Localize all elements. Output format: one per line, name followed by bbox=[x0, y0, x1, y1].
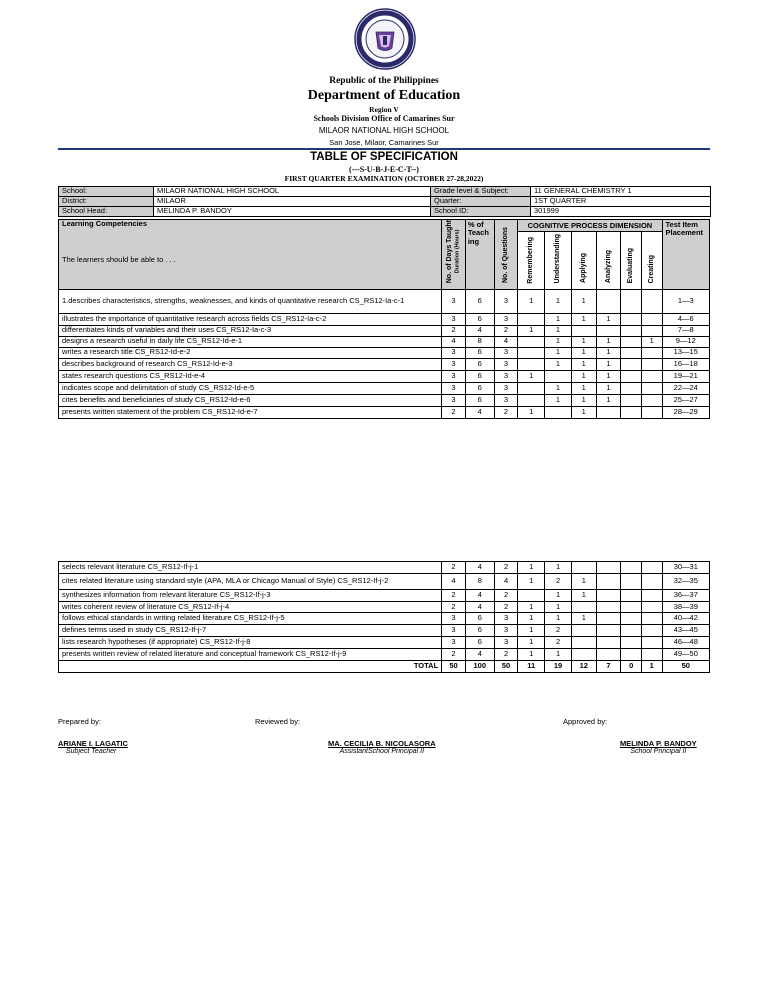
value-cell bbox=[641, 313, 662, 325]
value-cell: 1 bbox=[571, 613, 596, 625]
value-cell bbox=[641, 602, 662, 613]
placement-cell: 22—24 bbox=[662, 382, 709, 394]
value-cell: 3 bbox=[494, 394, 518, 406]
value-cell: 6 bbox=[465, 313, 494, 325]
competency-cell: defines terms used in study CS_RS12-If-j-7 bbox=[59, 625, 442, 637]
value-cell: 2 bbox=[494, 562, 518, 574]
value-cell: 1 bbox=[596, 394, 621, 406]
document-title: TABLE OF SPECIFICATION bbox=[310, 151, 458, 163]
remembering-header: Remembering bbox=[518, 232, 545, 289]
placement-cell: 46—48 bbox=[662, 637, 709, 649]
value-cell bbox=[571, 325, 596, 336]
total-row bbox=[59, 661, 710, 673]
school-info-table bbox=[58, 186, 711, 217]
value-cell: 2 bbox=[494, 602, 518, 613]
value-cell: 1 bbox=[596, 370, 621, 382]
approved-by-signature bbox=[620, 739, 697, 755]
value-cell bbox=[596, 590, 621, 602]
value-cell bbox=[518, 382, 545, 394]
value-cell: 1 bbox=[571, 382, 596, 394]
competency-cell: lists research hypotheses (if appropriate) CS_RS12-If-j-8 bbox=[59, 637, 442, 649]
value-cell: 8 bbox=[465, 574, 494, 590]
value-cell bbox=[621, 370, 642, 382]
value-cell bbox=[621, 406, 642, 418]
info-label: Quarter: bbox=[431, 197, 531, 207]
value-cell bbox=[641, 347, 662, 358]
value-cell bbox=[621, 336, 642, 347]
competency-row bbox=[59, 406, 710, 418]
value-cell bbox=[596, 602, 621, 613]
deped-seal-logo bbox=[354, 8, 416, 70]
competency-row bbox=[59, 625, 710, 637]
value-cell bbox=[571, 625, 596, 637]
region-line: Region V bbox=[369, 105, 399, 114]
value-cell bbox=[641, 590, 662, 602]
exam-line: FIRST QUARTER EXAMINATION (OCTOBER 27-28,2022) bbox=[284, 174, 484, 183]
competency-row bbox=[59, 649, 710, 661]
competency-row bbox=[59, 370, 710, 382]
value-cell: 6 bbox=[465, 370, 494, 382]
competency-cell: indicates scope and delimitation of study CS_RS12-Id-e-5 bbox=[59, 382, 442, 394]
value-cell: 6 bbox=[465, 625, 494, 637]
competencies-header: Learning Competencies bbox=[59, 220, 442, 232]
school-name: MILAOR NATIONAL HIGH SCHOOL bbox=[318, 126, 450, 135]
info-label: School Head: bbox=[59, 207, 154, 217]
applying-header: Applying bbox=[571, 232, 596, 289]
value-cell: 3 bbox=[494, 358, 518, 370]
value-cell bbox=[641, 562, 662, 574]
value-cell: 6 bbox=[465, 394, 494, 406]
value-cell bbox=[596, 625, 621, 637]
value-cell bbox=[641, 325, 662, 336]
value-cell: 1 bbox=[571, 370, 596, 382]
value-cell: 1 bbox=[545, 394, 572, 406]
value-cell: 4 bbox=[442, 574, 466, 590]
value-cell: 3 bbox=[494, 347, 518, 358]
department-title: Department of Education bbox=[307, 88, 461, 103]
placement-cell: 32—35 bbox=[662, 574, 709, 590]
value-cell bbox=[571, 562, 596, 574]
info-value: MILAOR NATIONAL HIGH SCHOOL bbox=[154, 187, 431, 197]
value-cell: 3 bbox=[494, 370, 518, 382]
value-cell: 1 bbox=[596, 347, 621, 358]
prepared-by-signature bbox=[58, 739, 128, 755]
placement-cell: 1—3 bbox=[662, 289, 709, 313]
value-cell: 1 bbox=[596, 358, 621, 370]
competency-row bbox=[59, 382, 710, 394]
value-cell: 1 bbox=[571, 574, 596, 590]
total-cell: 0 bbox=[621, 661, 642, 673]
value-cell: 1 bbox=[545, 649, 572, 661]
creating-header: Creating bbox=[641, 232, 662, 289]
value-cell: 2 bbox=[545, 574, 572, 590]
placement-cell: 28—29 bbox=[662, 406, 709, 418]
value-cell bbox=[621, 590, 642, 602]
value-cell: 3 bbox=[442, 313, 466, 325]
value-cell bbox=[641, 574, 662, 590]
placement-cell: 36—37 bbox=[662, 590, 709, 602]
total-cell: 100 bbox=[465, 661, 494, 673]
value-cell: 1 bbox=[545, 289, 572, 313]
placement-cell: 49—50 bbox=[662, 649, 709, 661]
signatory-name: ARIANE I. LAGATIC bbox=[58, 739, 128, 748]
placement-cell: 25—27 bbox=[662, 394, 709, 406]
value-cell: 3 bbox=[494, 382, 518, 394]
value-cell: 3 bbox=[442, 347, 466, 358]
value-cell: 1 bbox=[518, 562, 545, 574]
value-cell: 1 bbox=[545, 313, 572, 325]
competency-cell: 1.describes characteristics, strengths, weaknesses, and kinds of quantitative research CS_RS12-Ia-c-1 bbox=[59, 289, 442, 313]
info-label: Grade level & Subject: bbox=[431, 187, 531, 197]
value-cell bbox=[596, 637, 621, 649]
placement-cell: 13—15 bbox=[662, 347, 709, 358]
competency-cell: writes a research title CS_RS12-Id-e-2 bbox=[59, 347, 442, 358]
value-cell bbox=[641, 649, 662, 661]
value-cell: 4 bbox=[465, 325, 494, 336]
value-cell bbox=[545, 370, 572, 382]
value-cell: 2 bbox=[442, 562, 466, 574]
value-cell: 3 bbox=[442, 289, 466, 313]
value-cell bbox=[621, 347, 642, 358]
value-cell bbox=[518, 347, 545, 358]
info-value: MILAOR bbox=[154, 197, 431, 207]
value-cell: 1 bbox=[518, 289, 545, 313]
value-cell: 4 bbox=[465, 602, 494, 613]
value-cell bbox=[641, 289, 662, 313]
reviewed-by-label: Reviewed by: bbox=[255, 717, 301, 726]
reviewed-by-signature bbox=[328, 739, 436, 755]
signatory-name: MELINDA P. BANDOY bbox=[620, 739, 697, 748]
value-cell: 1 bbox=[545, 613, 572, 625]
percent-header: % of Teach ing bbox=[465, 220, 494, 290]
competency-cell: states research questions CS_RS12-Id-e-4 bbox=[59, 370, 442, 382]
value-cell bbox=[621, 325, 642, 336]
info-value: MELINDA P. BANDOY bbox=[154, 207, 431, 217]
value-cell bbox=[571, 602, 596, 613]
value-cell: 2 bbox=[494, 325, 518, 336]
value-cell: 1 bbox=[545, 590, 572, 602]
value-cell: 1 bbox=[545, 347, 572, 358]
competency-cell: presents written review of related literature and conceptual framework CS_RS12-If-j-9 bbox=[59, 649, 442, 661]
competency-row bbox=[59, 590, 710, 602]
cognitive-dimension-header: COGNITIVE PROCESS DIMENSION bbox=[518, 220, 662, 232]
value-cell: 4 bbox=[442, 336, 466, 347]
total-cell: 7 bbox=[596, 661, 621, 673]
value-cell: 8 bbox=[465, 336, 494, 347]
understanding-header: Understanding bbox=[545, 232, 572, 289]
value-cell: 1 bbox=[545, 336, 572, 347]
value-cell bbox=[621, 313, 642, 325]
value-cell: 3 bbox=[494, 313, 518, 325]
value-cell: 1 bbox=[518, 613, 545, 625]
value-cell: 1 bbox=[518, 602, 545, 613]
competency-row bbox=[59, 313, 710, 325]
value-cell: 2 bbox=[442, 590, 466, 602]
value-cell bbox=[596, 289, 621, 313]
value-cell: 2 bbox=[545, 625, 572, 637]
value-cell: 2 bbox=[494, 649, 518, 661]
value-cell: 6 bbox=[465, 613, 494, 625]
value-cell: 2 bbox=[442, 406, 466, 418]
value-cell bbox=[641, 382, 662, 394]
value-cell: 2 bbox=[494, 406, 518, 418]
info-label: District: bbox=[59, 197, 154, 207]
signatory-title: School Principal II bbox=[630, 748, 687, 755]
competency-cell: differentiates kinds of variables and their uses CS_RS12-Ia-c-3 bbox=[59, 325, 442, 336]
value-cell: 6 bbox=[465, 347, 494, 358]
competency-row bbox=[59, 325, 710, 336]
value-cell bbox=[641, 613, 662, 625]
value-cell: 1 bbox=[545, 602, 572, 613]
placement-cell: 43—45 bbox=[662, 625, 709, 637]
value-cell: 1 bbox=[518, 325, 545, 336]
value-cell: 2 bbox=[442, 325, 466, 336]
signatory-title: AssistantSchool Principal II bbox=[339, 748, 425, 755]
value-cell bbox=[641, 394, 662, 406]
competency-row bbox=[59, 637, 710, 649]
placement-cell: 16—18 bbox=[662, 358, 709, 370]
competency-row bbox=[59, 602, 710, 613]
competency-row bbox=[59, 347, 710, 358]
value-cell bbox=[621, 382, 642, 394]
value-cell: 4 bbox=[465, 649, 494, 661]
competency-row bbox=[59, 394, 710, 406]
republic-line: Republic of the Philippines bbox=[329, 76, 439, 86]
competency-cell: synthesizes information from relevant literature CS_RS12-If-j-3 bbox=[59, 590, 442, 602]
competency-row bbox=[59, 562, 710, 574]
value-cell: 1 bbox=[571, 590, 596, 602]
value-cell bbox=[571, 637, 596, 649]
value-cell: 1 bbox=[518, 637, 545, 649]
value-cell: 1 bbox=[641, 336, 662, 347]
value-cell: 1 bbox=[571, 358, 596, 370]
approved-by-label: Approved by: bbox=[563, 717, 608, 726]
signatory-title: Subject Teacher bbox=[66, 748, 117, 755]
header-divider bbox=[58, 148, 710, 150]
value-cell bbox=[621, 625, 642, 637]
value-cell bbox=[518, 394, 545, 406]
competency-row bbox=[59, 574, 710, 590]
competency-row bbox=[59, 613, 710, 625]
analyzing-header: Analyzing bbox=[596, 232, 621, 289]
competency-row bbox=[59, 358, 710, 370]
value-cell: 1 bbox=[596, 313, 621, 325]
value-cell: 3 bbox=[442, 358, 466, 370]
total-cell: 50 bbox=[662, 661, 709, 673]
value-cell: 3 bbox=[442, 394, 466, 406]
placement-cell: 7—8 bbox=[662, 325, 709, 336]
total-cell: 12 bbox=[571, 661, 596, 673]
value-cell: 4 bbox=[465, 562, 494, 574]
total-cell: 1 bbox=[641, 661, 662, 673]
info-value: 1ST QUARTER bbox=[531, 197, 711, 207]
info-value: 11 GENERAL CHEMISTRY 1 bbox=[531, 187, 711, 197]
total-cell: 50 bbox=[494, 661, 518, 673]
info-label: School: bbox=[59, 187, 154, 197]
value-cell: 6 bbox=[465, 289, 494, 313]
value-cell: 1 bbox=[571, 289, 596, 313]
value-cell: 4 bbox=[465, 590, 494, 602]
competency-cell: selects relevant literature CS_RS12-If-j-1 bbox=[59, 562, 442, 574]
info-label: School ID: bbox=[431, 207, 531, 217]
evaluating-header: Evaluating bbox=[621, 232, 642, 289]
value-cell bbox=[621, 574, 642, 590]
value-cell: 1 bbox=[545, 562, 572, 574]
value-cell: 1 bbox=[545, 358, 572, 370]
value-cell bbox=[641, 637, 662, 649]
placement-cell: 38—39 bbox=[662, 602, 709, 613]
value-cell bbox=[621, 613, 642, 625]
value-cell bbox=[621, 602, 642, 613]
competency-row bbox=[59, 289, 710, 313]
total-cell: 11 bbox=[518, 661, 545, 673]
value-cell: 3 bbox=[442, 613, 466, 625]
value-cell: 1 bbox=[571, 394, 596, 406]
questions-header: No. of Questions bbox=[494, 220, 518, 290]
value-cell: 1 bbox=[596, 382, 621, 394]
value-cell: 1 bbox=[571, 313, 596, 325]
value-cell bbox=[596, 325, 621, 336]
value-cell: 2 bbox=[442, 649, 466, 661]
value-cell bbox=[518, 358, 545, 370]
signatory-name: MA. CECILIA B. NICOLASORA bbox=[328, 739, 436, 748]
placement-cell: 30—31 bbox=[662, 562, 709, 574]
value-cell: 1 bbox=[518, 370, 545, 382]
value-cell bbox=[596, 406, 621, 418]
value-cell: 1 bbox=[571, 336, 596, 347]
value-cell: 2 bbox=[494, 590, 518, 602]
value-cell: 4 bbox=[465, 406, 494, 418]
value-cell: 2 bbox=[442, 602, 466, 613]
total-cell: 19 bbox=[545, 661, 572, 673]
value-cell: 3 bbox=[494, 289, 518, 313]
competency-row bbox=[59, 336, 710, 347]
value-cell bbox=[596, 649, 621, 661]
value-cell: 1 bbox=[571, 347, 596, 358]
value-cell: 6 bbox=[465, 358, 494, 370]
value-cell bbox=[641, 358, 662, 370]
value-cell: 3 bbox=[494, 613, 518, 625]
value-cell: 6 bbox=[465, 382, 494, 394]
value-cell bbox=[621, 649, 642, 661]
value-cell: 4 bbox=[494, 336, 518, 347]
value-cell: 3 bbox=[442, 637, 466, 649]
value-cell: 1 bbox=[518, 625, 545, 637]
specification-table-continued bbox=[58, 561, 710, 673]
placement-cell: 40—42 bbox=[662, 613, 709, 625]
value-cell: 1 bbox=[518, 406, 545, 418]
value-cell bbox=[621, 358, 642, 370]
placement-header: Test Item Placement bbox=[662, 220, 709, 290]
value-cell: 3 bbox=[494, 625, 518, 637]
value-cell: 1 bbox=[596, 336, 621, 347]
placement-cell: 9—12 bbox=[662, 336, 709, 347]
value-cell: 1 bbox=[545, 325, 572, 336]
competency-cell: designs a research useful in daily life CS_RS12-Id-e-1 bbox=[59, 336, 442, 347]
value-cell: 1 bbox=[518, 574, 545, 590]
value-cell bbox=[641, 370, 662, 382]
total-cell: 50 bbox=[442, 661, 466, 673]
value-cell bbox=[596, 574, 621, 590]
subject-line: (---S-U-B-J-E-C-T--) bbox=[349, 165, 419, 174]
specification-table bbox=[58, 219, 710, 419]
value-cell bbox=[518, 313, 545, 325]
competency-cell: cites benefits and beneficiaries of study CS_RS12-Id-e-6 bbox=[59, 394, 442, 406]
placement-cell: 4—6 bbox=[662, 313, 709, 325]
competency-cell: writes coherent review of literature CS_RS12-If-j-4 bbox=[59, 602, 442, 613]
division-line: Schools Division Office of Camarines Sur bbox=[313, 114, 455, 123]
competency-cell: illustrates the importance of quantitative research across fields CS_RS12-Ia-c-2 bbox=[59, 313, 442, 325]
value-cell bbox=[596, 613, 621, 625]
school-address: San Jose, Milaor, Camarines Sur bbox=[329, 138, 439, 147]
competency-cell: follows ethical standards in writing related literature CS_RS12-If-j-5 bbox=[59, 613, 442, 625]
value-cell bbox=[545, 406, 572, 418]
value-cell bbox=[641, 625, 662, 637]
value-cell: 2 bbox=[545, 637, 572, 649]
value-cell: 1 bbox=[518, 649, 545, 661]
competency-cell: presents written statement of the problem CS_RS12-Id-e-7 bbox=[59, 406, 442, 418]
info-value: 301999 bbox=[531, 207, 711, 217]
placement-cell: 19—21 bbox=[662, 370, 709, 382]
days-header: No. of Days Taught Duration (Hours) bbox=[442, 220, 466, 290]
learners-header: The learners should be able to . . . bbox=[59, 232, 442, 289]
total-label: TOTAL bbox=[59, 661, 442, 673]
value-cell: 3 bbox=[442, 625, 466, 637]
value-cell bbox=[621, 394, 642, 406]
value-cell bbox=[518, 590, 545, 602]
value-cell bbox=[641, 406, 662, 418]
value-cell: 1 bbox=[545, 382, 572, 394]
value-cell: 6 bbox=[465, 637, 494, 649]
value-cell: 3 bbox=[442, 382, 466, 394]
value-cell: 3 bbox=[442, 370, 466, 382]
value-cell bbox=[621, 562, 642, 574]
value-cell bbox=[596, 562, 621, 574]
value-cell bbox=[621, 637, 642, 649]
value-cell bbox=[518, 336, 545, 347]
value-cell bbox=[571, 649, 596, 661]
competency-cell: describes background of research CS_RS12-Id-e-3 bbox=[59, 358, 442, 370]
value-cell: 3 bbox=[494, 637, 518, 649]
prepared-by-label: Prepared by: bbox=[58, 717, 101, 726]
competency-cell: cites related literature using standard style (APA, MLA or Chicago Manual of Style) CS_RS12-If-j-2 bbox=[59, 574, 442, 590]
value-cell bbox=[621, 289, 642, 313]
value-cell: 4 bbox=[494, 574, 518, 590]
value-cell: 1 bbox=[571, 406, 596, 418]
